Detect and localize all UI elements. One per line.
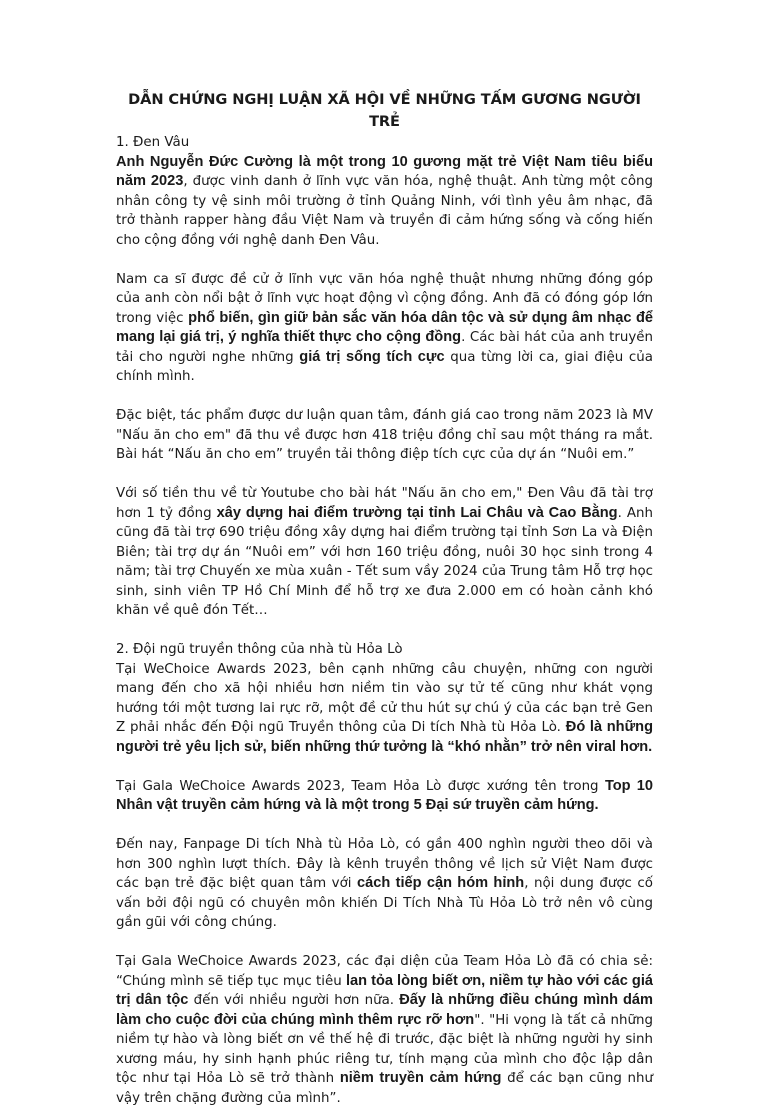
paragraph xyxy=(116,270,653,387)
paragraph xyxy=(116,133,653,153)
text-run: Đặc biệt, tác phẩm được dư luận quan tâm, đánh giá cao trong năm 2023 là MV "Nấu ăn cho em" đã thu về được hơn 418 triệu đồng chỉ sau một tháng ra mắt. Bài hát “Nấu ăn cho em” truyền tải thông điệp tích cực của dự án “Nuôi em.” xyxy=(116,408,653,462)
text-run: ". "Hi vọng là tất cả những niềm tự hào và lòng biết ơn về thế hệ đi trước, đặc biệt là những người hy sinh xương máu, hy sinh hạnh phúc riêng tư, tính mạng của mình cho độc lập dân tộc như tại Hỏa Lò sẽ trở thành xyxy=(116,1012,653,1086)
bold-text: phổ biến, gìn giữ bản sắc văn hóa dân tộc và sử dụng âm nhạc để mang lại giá trị, ý nghĩa thiết thực cho cộng đồng xyxy=(116,309,653,345)
text-run: để các bạn cũng như vậy trên chặng đường của mình”. xyxy=(116,1071,653,1106)
document-title: DẪN CHỨNG NGHỊ LUẬN XÃ HỘI VỀ NHỮNG TẤM GƯƠNG NGƯỜI TRẺ xyxy=(128,91,641,130)
bold-text: Đấy là những điều chúng mình dám làm cho cuộc đời của chúng mình thêm rực rỡ hơn xyxy=(116,992,653,1028)
text-run: Tại Gala WeChoice Awards 2023, Team Hỏa Lò được xướng tên trong xyxy=(116,778,605,794)
paragraph-spacer xyxy=(116,250,653,270)
text-run: , nội dung được cố vấn bởi đội ngũ có chuyên môn khiến Di Tích Nhà Tù Hỏa Lò trở nên vô cùng gần gũi với công chúng. xyxy=(116,876,653,930)
paragraph-spacer xyxy=(116,387,653,407)
paragraph xyxy=(116,777,653,816)
text-run: Nam ca sĩ được đề cử ở lĩnh vực văn hóa nghệ thuật nhưng những đóng góp của anh còn nổi bật ở lĩnh vực hoạt động vì cộng đồng. Anh đã có đóng góp lớn trong việc xyxy=(116,271,653,326)
paragraph xyxy=(116,660,653,758)
paragraph-spacer xyxy=(116,816,653,836)
bold-text: Anh Nguyễn Đức Cường là một trong 10 gương mặt trẻ Việt Nam tiêu biểu năm 2023 xyxy=(116,153,653,189)
document-content xyxy=(116,133,653,1108)
paragraph xyxy=(116,952,653,1108)
text-run: đến với nhiều người hơn nữa. xyxy=(188,993,400,1008)
text-run: 2. Đội ngũ truyền thông của nhà tù Hỏa Lò xyxy=(116,642,403,657)
text-run: Tại WeChoice Awards 2023, bên cạnh những câu chuyện, những con người mang đến cho xã hội nhiều hơn niềm tin vào sự tử tế cũng như khát vọng hướng tới một tương lai rực rỡ, một đề cử thu hút sự chú ý của các bạn trẻ Gen Z phải nhắc đến Đội ngũ Truyền thông của Di tích Nhà tù Hỏa Lò. xyxy=(116,661,653,735)
paragraph-spacer xyxy=(116,757,653,777)
paragraph xyxy=(116,153,653,251)
bold-text: giá trị sống tích cực xyxy=(299,348,445,365)
text-run: . Các bài hát của anh truyền tải cho người nghe những xyxy=(116,330,653,365)
paragraph xyxy=(116,640,653,660)
text-run: 1. Đen Vâu xyxy=(116,135,190,150)
bold-text: cách tiếp cận hóm hỉnh xyxy=(357,875,525,891)
bold-text: xây dựng hai điểm trường tại tỉnh Lai Châu và Cao Bằng xyxy=(216,504,618,521)
bold-text: Top 10 Nhân vật truyền cảm hứng và là một trong 5 Đại sứ truyền cảm hứng. xyxy=(116,777,653,813)
paragraph-spacer xyxy=(116,933,653,953)
document-body xyxy=(116,89,653,1108)
text-run: Với số tiền thu về từ Youtube cho bài hát "Nấu ăn cho em," Đen Vâu đã tài trợ hơn 1 tỷ đồng xyxy=(116,486,653,521)
paragraph-spacer xyxy=(116,621,653,641)
text-run: . Anh cũng đã tài trợ 690 triệu đồng xây dựng hai điểm trường tại tỉnh Sơn La và Điện Biên; tài trợ dự án “Nuôi em” với hơn 160 triệu đồng, nuôi 30 học sinh trong 4 năm; tài trợ Chuyến xe mùa xuân - Tết sum vầy 2024 của Trung tâm Hỗ trợ học sinh, sinh viên TP Hồ Chí Minh để hỗ trợ xe đưa 2.000 em có hoàn cảnh khó khăn về quê đón Tết… xyxy=(116,505,653,618)
text-run: , được vinh danh ở lĩnh vực văn hóa, nghệ thuật. Anh từng một công nhân công ty vệ sinh môi trường ở tỉnh Quảng Ninh, với tình yêu âm nhạc, đã trở thành rapper hàng đầu Việt Nam và truyền đi cảm hứng sống và cống hiến cho cộng đồng với nghệ danh Đen Vâu. xyxy=(116,174,653,248)
bold-text: lan tỏa lòng biết ơn, niềm tự hào với các giá trị dân tộc xyxy=(116,972,653,1008)
bold-text: Đó là những người trẻ yêu lịch sử, biến những thứ tưởng là “khó nhằn” trở nên viral hơn. xyxy=(116,719,653,755)
text-run: Đến nay, Fanpage Di tích Nhà tù Hỏa Lò, có gần 400 nghìn người theo dõi và hơn 300 nghìn lượt thích. Đây là kênh truyền thông về lịch sử Việt Nam được các bạn trẻ đặc biệt quan tâm với xyxy=(116,837,653,891)
text-run: Tại Gala WeChoice Awards 2023, các đại diện của Team Hỏa Lò đã có chia sẻ: “Chúng mình sẽ tiếp tục mục tiêu xyxy=(116,954,653,989)
paragraph-spacer xyxy=(116,465,653,485)
paragraph xyxy=(116,406,653,465)
bold-text: niềm truyền cảm hứng xyxy=(339,1070,502,1086)
paragraph xyxy=(116,835,653,933)
paragraph xyxy=(116,484,653,621)
text-run: qua từng lời ca, giai điệu của chính mình. xyxy=(116,349,653,384)
